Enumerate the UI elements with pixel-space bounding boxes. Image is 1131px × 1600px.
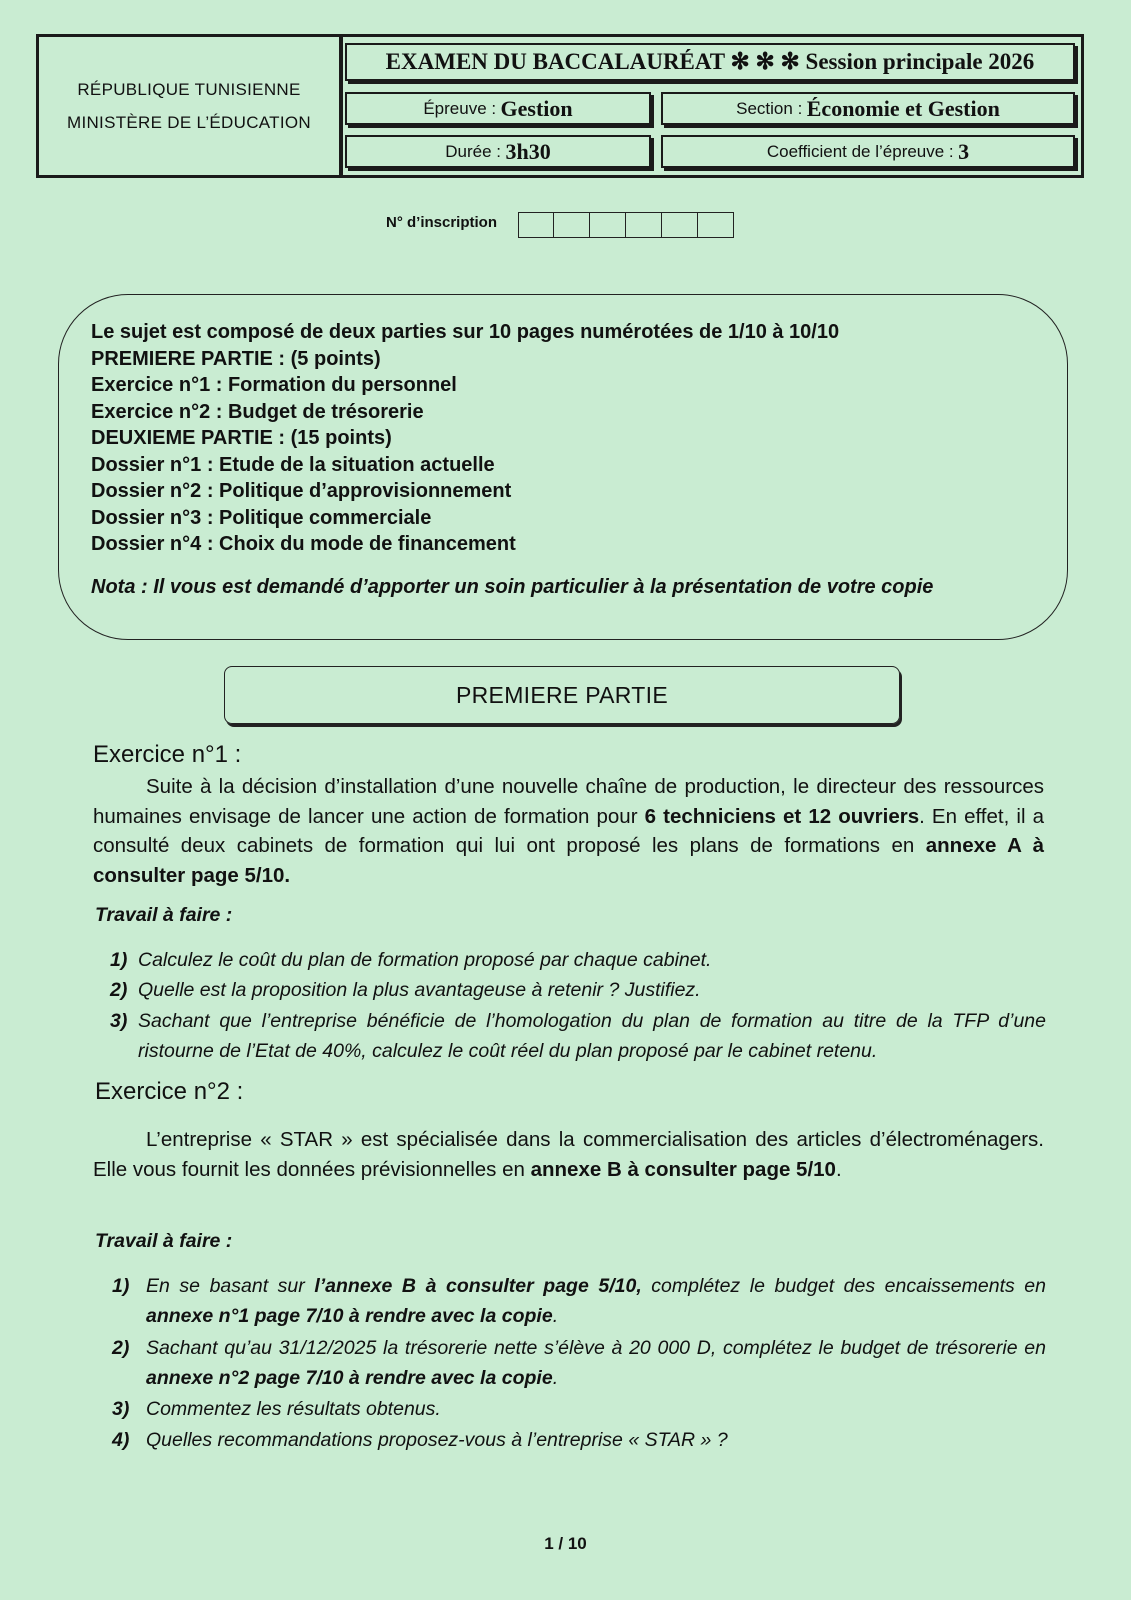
exercice1-question-3: 3) Sachant que l’entreprise bénéficie de l’homologation du plan de formation au titre de la TFP d’une ristourne de l’Etat de 40%, calculez le coût réel du plan proposé par le cabinet retenu. [110,1010,1046,1062]
inscription-digit-box[interactable] [590,212,626,238]
sujet-line: Dossier n°1 : Etude de la situation actuelle [91,453,495,476]
exercice2-question-1: 1) En se basant sur l’annexe B à consulter page 5/10, complétez le budget des encaissements en annexe n°1 page 7/10 à rendre avec la copie. [112,1275,1046,1327]
sujet-line: Dossier n°4 : Choix du mode de financement [91,533,516,555]
duree-value: 3h30 [505,138,551,164]
ministry-block [39,37,343,175]
exercice2-question-3: 3) Commentez les résultats obtenus. [112,1398,441,1420]
exercice2-title: Exercice n°2 : [95,1078,244,1105]
duree-box [345,135,651,168]
sujet-line: Dossier n°2 : Politique d’approvisionnement [91,480,512,502]
section-box [661,92,1075,125]
inscription-digit-box[interactable] [626,212,662,238]
ministry-label: MINISTÈRE DE L’ÉDUCATION [67,113,311,132]
republic-label: RÉPUBLIQUE TUNISIENNE [77,80,301,99]
exercice1-question-1: 1) Calculez le coût du plan de formation proposé par chaque cabinet. [110,949,712,971]
sujet-line: Dossier n°3 : Politique commerciale [91,506,432,529]
inscription-number-field[interactable] [518,212,734,238]
coefficient-label: Coefficient de l’épreuve : [766,141,954,161]
sujet-nota: Nota : Il vous est demandé d’apporter un soin particulier à la présentation de votre copie [91,576,934,598]
section-label: Section : [736,98,803,118]
duree-label: Durée : [445,141,502,161]
section-title-premiere-partie: PREMIERE PARTIE [224,666,900,724]
exercice1-title: Exercice n°1 : [93,741,242,768]
sujet-line: DEUXIEME PARTIE : (15 points) [91,427,392,449]
inscription-digit-box[interactable] [554,212,590,238]
sujet-summary [91,319,839,558]
exercice2-travail-label: Travail à faire : [95,1230,233,1252]
epreuve-value: Gestion [500,95,573,121]
exam-header [36,34,1084,178]
inscription-digit-box[interactable] [698,212,734,238]
exercice2-paragraph: L’entreprise « STAR » est spécialisée dans la commercialisation des articles d’électroménagers. Elle vous fournit les données prévisionnelles en annexe B à consulter page 5/10. [93,1128,1044,1181]
inscription-digit-box[interactable] [662,212,698,238]
sujet-line: Le sujet est composé de deux parties sur 10 pages numérotées de 1/10 à 10/10 [91,321,840,343]
sujet-line: PREMIERE PARTIE : (5 points) [91,347,381,370]
exercice1-paragraph: Suite à la décision d’installation d’une nouvelle chaîne de production, le directeur des ressources humaines envisage de lancer une action de formation pour 6 techniciens et 12 ouvriers. En effet, il a consulté deux cabinets de formation qui lui ont proposé les plans de formations en annexe A à consulter page 5/10. [93,775,1044,887]
section-value: Économie et Gestion [806,95,1000,121]
exercice1-travail-label: Travail à faire : [95,904,233,926]
exercice2-question-4: 4) Quelles recommandations proposez-vous à l’entreprise « STAR » ? [112,1429,728,1451]
exercice2-question-2: 2) Sachant qu’au 31/12/2025 la trésorerie nette s’élève à 20 000 D, complétez le budget de trésorerie en annexe n°2 page 7/10 à rendre avec la copie. [112,1337,1046,1389]
exercice1-question-2: 2) Quelle est la proposition la plus avantageuse à retenir ? Justifiez. [110,979,701,1001]
inscription-label: N° d’inscription [386,214,497,231]
exam-title: EXAMEN DU BACCALAURÉAT ✻ ✻ ✻ Session principale 2026 [345,43,1075,81]
coefficient-box [661,135,1075,168]
page-number: 1 / 10 [544,1534,587,1553]
epreuve-label: Épreuve : [423,98,497,118]
sujet-line: Exercice n°2 : Budget de trésorerie [91,400,424,423]
inscription-digit-box[interactable] [518,212,554,238]
sujet-line: Exercice n°1 : Formation du personnel [91,374,457,396]
coefficient-value: 3 [958,138,970,164]
epreuve-box [345,92,651,125]
